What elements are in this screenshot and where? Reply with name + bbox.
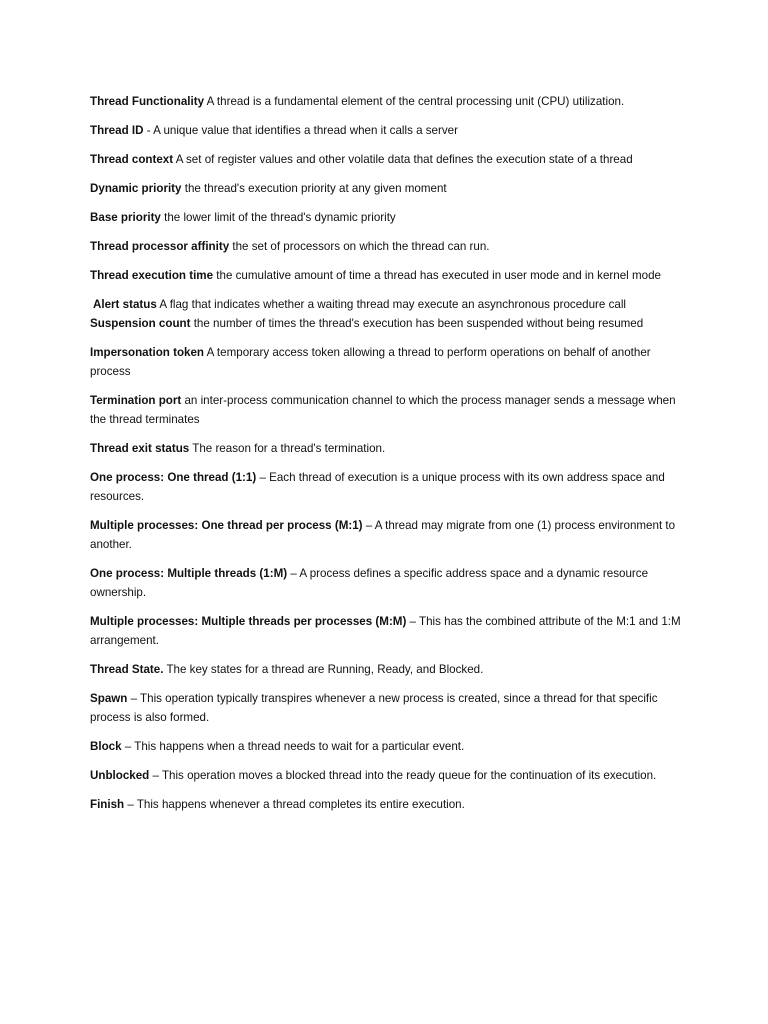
definition-text: The reason for a thread's termination.: [189, 442, 386, 455]
definition-text: – This has the combined attribute of the M:1 and 1:M arrangement.: [90, 615, 681, 647]
definition-text: The key states for a thread are Running, Ready, and Blocked.: [163, 663, 484, 676]
term-label: Thread Functionality: [90, 95, 205, 108]
paragraph-thread-execution-time: [90, 266, 690, 285]
paragraph-base-priority: [90, 208, 690, 227]
term-label: One process: One thread (1:1): [90, 471, 257, 484]
paragraph-thread-functionality: [90, 92, 690, 111]
definition-text: – A process defines a specific address space and a dynamic resource ownership.: [90, 567, 649, 599]
definition-text: an inter-process communication channel to which the process manager sends a message when the thread terminates: [90, 394, 676, 426]
definition-text: – This operation moves a blocked thread into the ready queue for the continuation of its execution.: [149, 769, 657, 782]
term-label: Finish: [90, 798, 125, 811]
term-label: One process: Multiple threads (1:M): [90, 567, 288, 580]
term-label: Suspension count: [90, 317, 191, 330]
paragraph-termination-port: [90, 391, 690, 429]
term-label: Dynamic priority: [90, 182, 182, 195]
definition-text: - A unique value that identifies a thread when it calls a server: [143, 124, 458, 137]
definition-text: the lower limit of the thread's dynamic priority: [160, 211, 396, 224]
paragraph-multiple-processes-multiple-threads: [90, 612, 690, 650]
term-label: Unblocked: [90, 769, 150, 782]
term-label: Multiple processes: One thread per process (M:1): [90, 519, 363, 532]
definition-text: the cumulative amount of time a thread has executed in user mode and in kernel mode: [213, 269, 661, 282]
definition-text: the set of processors on which the thread can run.: [229, 240, 490, 253]
paragraph-dynamic-priority: [90, 179, 690, 198]
paragraph-thread-id: [90, 121, 690, 140]
definition-text: – A thread may migrate from one (1) process environment to another.: [90, 519, 676, 551]
term-label: Thread exit status: [90, 442, 190, 455]
definition-text: A temporary access token allowing a thread to perform operations on behalf of another process: [90, 346, 651, 378]
term-label: Termination port: [90, 394, 182, 407]
term-label: Multiple processes: Multiple threads per processes (M:M): [90, 615, 407, 628]
term-label: Block: [90, 740, 122, 753]
definition-text: A thread is a fundamental element of the central processing unit (CPU) utilization.: [204, 95, 625, 108]
term-label: Spawn: [90, 692, 128, 705]
term-label: Thread State.: [90, 663, 164, 676]
paragraph-thread-exit-status: [90, 439, 690, 458]
paragraph-spawn: [90, 689, 690, 727]
term-label: Thread ID: [90, 124, 144, 137]
definition-text: – This happens when a thread needs to wait for a particular event.: [121, 740, 465, 753]
paragraph-block: [90, 737, 690, 756]
definition-text: A set of register values and other volatile data that defines the execution state of a thread: [173, 153, 633, 166]
definition-text: – Each thread of execution is a unique process with its own address space and resources.: [90, 471, 665, 503]
definition-text: the thread's execution priority at any given moment: [181, 182, 447, 195]
term-label: Thread processor affinity: [90, 240, 230, 253]
paragraph-thread-state: [90, 660, 690, 679]
definition-text: – This happens whenever a thread completes its entire execution.: [124, 798, 465, 811]
paragraph-multiple-processes-one-thread: [90, 516, 690, 554]
term-label: Base priority: [90, 211, 161, 224]
paragraph-impersonation-token: [90, 343, 690, 381]
paragraph-unblocked: [90, 766, 690, 785]
definition-text: – This operation typically transpires whenever a new process is created, since a thread for that specific process is also formed.: [90, 692, 658, 724]
paragraph-suspension-count: [90, 314, 690, 333]
document-body: [90, 92, 690, 824]
definition-text: the number of times the thread's execution has been suspended without being resumed: [190, 317, 644, 330]
term-label: Thread context: [90, 153, 174, 166]
paragraph-thread-processor-affinity: [90, 237, 690, 256]
term-label: Impersonation token: [90, 346, 205, 359]
term-label: Alert status: [93, 298, 157, 311]
definition-text: A flag that indicates whether a waiting thread may execute an asynchronous procedure call: [156, 298, 626, 311]
paragraph-one-process-one-thread: [90, 468, 690, 506]
paragraph-alert-status: [90, 295, 690, 314]
paragraph-one-process-multiple-threads: [90, 564, 690, 602]
paragraph-thread-context: [90, 150, 690, 169]
paragraph-finish: [90, 795, 690, 814]
term-label: Thread execution time: [90, 269, 214, 282]
